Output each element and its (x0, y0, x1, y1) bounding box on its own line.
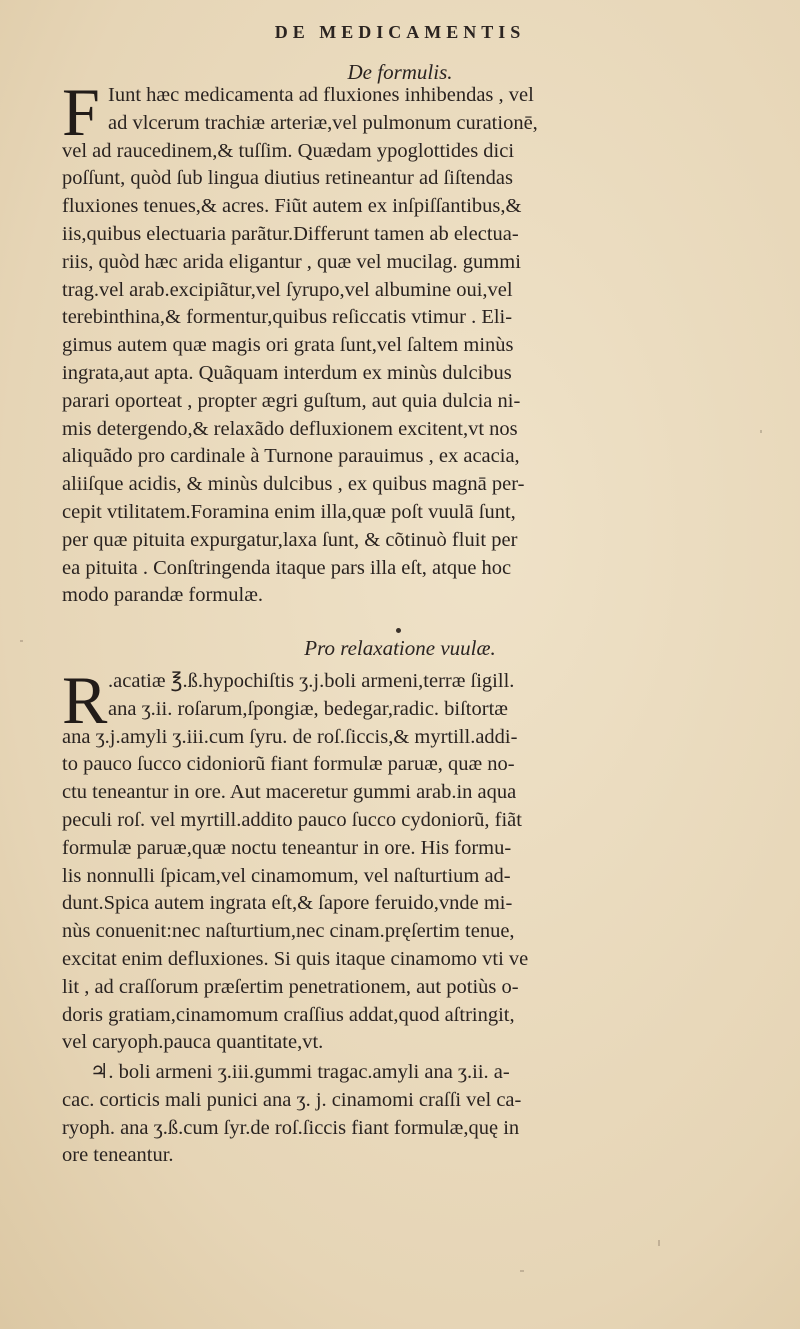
paper-speck (760, 430, 762, 433)
text-line: iis,quibus electuaria parãtur.Differunt tamen ab electua- (62, 222, 519, 245)
recipe-line: cac. corticis mali punici ana ʒ. j. cinamomi craſſi vel ca- (62, 1088, 522, 1111)
text-line: vel caryoph.pauca quantitate,vt. (62, 1031, 324, 1054)
decorative-dot (396, 628, 401, 633)
text-line: ctu teneantur in ore. Aut maceretur gummi arab.in aqua (62, 781, 517, 804)
section-title-pro-relaxatione: Pro relaxatione vuulæ. (304, 636, 496, 660)
drop-cap-r: R (62, 662, 108, 738)
text-line: riis, quòd hæc arida eligantur , quæ vel mucilag. gummi (62, 250, 521, 273)
text-line: ana ʒ.ii. roſarum,ſpongiæ, bedegar,radic. biſtortæ (108, 697, 508, 720)
text-line: peculi roſ. vel myrtill.addito pauco ſucco cydoniorũ, fiãt (62, 808, 522, 831)
text-line: formulæ paruæ,quæ noctu teneantur in ore. His formu- (62, 836, 512, 859)
text-line: fluxiones tenues,& acres. Fiũt autem ex inſpiſſantibus,& (62, 195, 522, 218)
text-line: .acatiæ ℥.ß.hypochiſtis ʒ.j.boli armeni,terræ ſigill. (108, 670, 515, 692)
paper-speck (20, 640, 23, 642)
text-line: ingrata,aut apta. Quãquam interdum ex minùs dulcibus (62, 361, 512, 384)
text-line: aliiſque acidis, & minùs dulcibus , ex quibus magnā per- (62, 473, 525, 496)
text-line: poſſunt, quòd ſub lingua diutius retineantur ad ſiſtendas (62, 167, 513, 190)
text-line: aliquãdo pro cardinale à Turnone parauimus , ex acacia, (62, 445, 520, 468)
paper-speck (520, 1270, 524, 1272)
recipe-symbol: ♃. (90, 1061, 114, 1083)
running-head: DE MEDICAMENTIS (274, 22, 526, 42)
text-line: to pauco ſucco cidoniorũ fiant formulæ paruæ, quæ no- (62, 753, 515, 776)
paper-speck (658, 1240, 660, 1246)
text-line: lit , ad craſſorum præſertim penetrationem, aut potiùs o- (62, 975, 519, 998)
text-line: terebinthina,& formentur,quibus reſiccatis vtimur . Eli- (62, 306, 513, 329)
text-line: ea pituita . Conſtringenda itaque pars illa eſt, atque hoc (62, 556, 512, 579)
text-line: lis nonnulli ſpicam,vel cinamomum, vel naſturtium ad- (62, 864, 511, 887)
text-line: gimus autem quæ magis ori grata ſunt,vel ſaltem minùs (62, 334, 514, 357)
section1-body (62, 74, 769, 610)
text-line: ad vlcerum trachiæ arteriæ,vel pulmonum curationē, (108, 111, 538, 134)
recipe-line: ryoph. ana ʒ.ß.cum ſyr.de roſ.ſiccis fiant formulæ,quę in (62, 1116, 520, 1139)
text-line: parari oporteat , propter ægri guſtum, aut quia dulcia ni- (62, 389, 521, 412)
text-line: trag.vel arab.excipiãtur,vel ſyrupo,vel albumine oui,vel (62, 278, 513, 301)
section-title-de-formulis: De formulis. (347, 60, 453, 84)
recipe-line (62, 1059, 769, 1087)
text-line: dunt.Spica autem ingrata eſt,& ſapore feruido,vnde mi- (62, 892, 513, 915)
text-line: ana ʒ.j.amyli ʒ.iii.cum ſyru. de roſ.ſiccis,& myrtill.addi- (62, 725, 518, 748)
text-line: modo parandæ formulæ. (62, 584, 263, 607)
recipe-text: boli armeni ʒ.iii.gummi tragac.amyli ana ʒ.ii. a- (118, 1061, 510, 1083)
text-line: nùs conuenit:nec naſturtium,nec cinam.pręſertim tenue, (62, 920, 515, 943)
text-line: vel ad raucedinem,& tuſſim. Quædam ypoglottides dici (62, 139, 515, 162)
recipe-block (62, 1059, 769, 1170)
recipe-line: ore teneantur. (62, 1144, 174, 1167)
text-line: mis detergendo,& relaxãdo defluxionem excitent,vt nos (62, 417, 518, 440)
text-line: doris gratiam,cinamomum craſſius addat,quod aſtringit, (62, 1003, 515, 1026)
drop-cap-f: F (62, 74, 100, 150)
section2-body (62, 662, 769, 1057)
text-line: per quæ pituita expurgatur,laxa ſunt, & cõtinuò fluit per (62, 528, 518, 551)
text-line: excitat enim defluxiones. Si quis itaque cinamomo vti ve (62, 947, 529, 970)
text-line: cepit vtilitatem.Foramina enim illa,quæ poſt vuulā ſunt, (62, 500, 516, 523)
text-line: Iunt hæc medicamenta ad fluxiones inhibendas , vel (108, 84, 534, 106)
